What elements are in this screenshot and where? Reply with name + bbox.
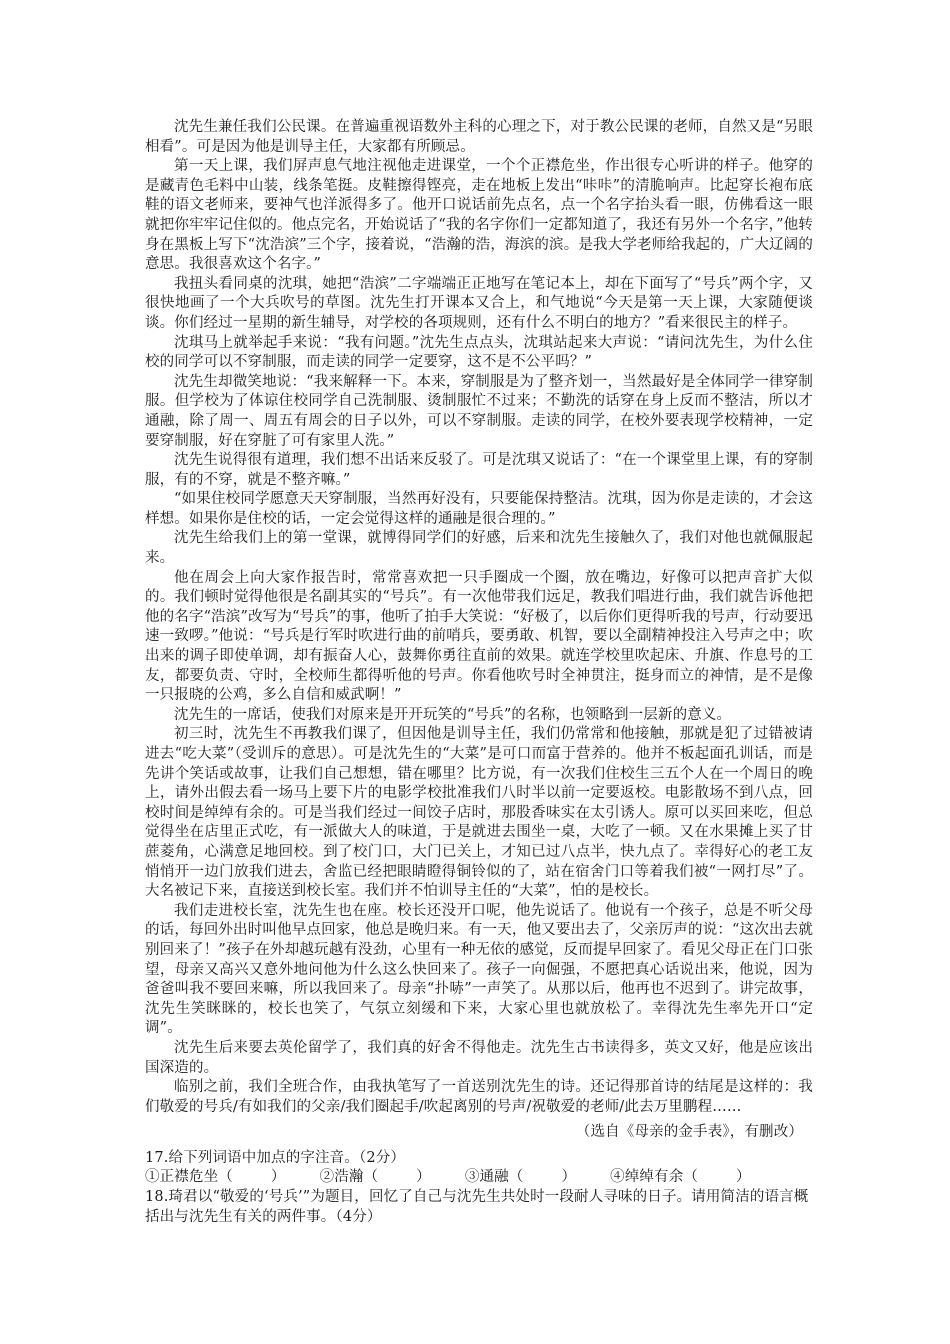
- option-3-close: ）: [561, 1169, 577, 1186]
- option-2: [320, 1168, 431, 1188]
- paragraph-4: 沈琪马上就举起手来说：“我有问题。”沈先生点点头，沈琪站起来大声说：“请问沈先生，为什么住校的同学可以不穿制服，而走读的同学一定要穿，这不是不公平吗？”: [145, 334, 813, 371]
- question-17: 17.给下列词语中加点的字注音。（2分）: [145, 1149, 406, 1166]
- option-1-label: ①正襟危坐（: [145, 1169, 233, 1186]
- source-note: （选自《母亲的金手表》，有删改）: [575, 1124, 803, 1141]
- paragraph-6: 沈先生说得很有道理，我们想不出话来反驳了。可是沈琪又说话了：“在一个课堂里上课，有的穿制服，有的不穿，就是不整齐嘛。”: [145, 452, 813, 488]
- option-1-close: ）: [270, 1169, 286, 1186]
- paragraph-7: “如果住校同学愿意天天穿制服，当然再好没有，只要能保持整洁。沈琪，因为你是走读的，才会这样想。如果你是住校的话，一定会觉得这样的通融是很合理的。”: [145, 491, 813, 527]
- paragraph-9: 他在周会上向大家作报告时，常常喜欢把一只手圈成一个圈，放在嘴边，好像可以把声音扩大似的。我们顿时觉得他很是名副其实的“号兵”。有一次他带我们远足，教我们唱进行曲，我们就告诉他把他的名字“浩滨”改写为“号兵”的事，他听了拍手大笑说：“好极了，以后你们更得听我的号声，行动要迅速一致啰。”他说：“号兵是行军时吹进行曲的前哨兵，要勇敢、机智，要以全副精神投注入号声之中；吹出来的调子即使单调，却有振奋人心，鼓舞你勇往直前的效果。就连学校里吹起床、升旗、作息号的工友，都要负责、守时，全校师生都得听他的号声。你看他吹号时全神贯注，挺身而立的神情，是不是像一只报晓的公鸡，多么自信和威武啊！”: [145, 569, 813, 704]
- paragraph-8: 沈先生给我们上的第一堂课，就博得同学们的好感，后来和沈先生接触久了，我们对他也就佩服起来。: [145, 530, 813, 567]
- paragraph-1: 沈先生兼任我们公民课。在普遍重视语数外主科的心理之下，对于教公民课的老师，自然又是“另眼相看”。可是因为他是训导主任，大家都有所顾忌。: [145, 119, 813, 155]
- option-2-close: ）: [416, 1169, 431, 1186]
- option-4-label: ④绰绰有余（: [610, 1169, 698, 1186]
- paragraph-3: 我扭头看同桌的沈琪，她把“浩滨”二字端端正正地写在笔记本上，却在下面写了“号兵”两个字，又很快地画了一个大兵吹号的草图。沈先生打开课本又合上，和气地说“今天是第一天上课，大家随便谈谈。你们经过一星期的新生辅导，对学校的各项规则，还有什么不明白的地方？”看来很民主的样子。: [145, 275, 813, 331]
- option-4-close: ）: [736, 1169, 751, 1186]
- document-page: [145, 118, 813, 1227]
- paragraph-2: 第一天上课，我们屏声息气地注视他走进课堂，一个个正襟危坐，作出很专心听讲的样子。他穿的是藏青色毛料中山装，线条笔挺。皮鞋擦得铿亮，走在地板上发出“咔咔”的清脆响声。比起穿长袍布底鞋的语文老师来，要神气也洋派得多了。他开口说话前先点名，点一个名字抬头看一眼，仿佛看这一眼就把你牢牢记住似的。他点完名，开始说话了“我的名字你们一定都知道了，我还有另外一个名字，”他转身在黑板上写下“沈浩滨”三个字，接着说，“浩瀚的浩，海滨的滨。是我大学老师给我起的，广大辽阔的意思。我很喜欢这个名字。”: [145, 158, 813, 273]
- paragraph-10: 沈先生的一席话，使我们对原来是开开玩笑的“号兵”的名称，也领略到一层新的意义。: [174, 706, 732, 723]
- paragraph-13: 沈先生后来要去英伦留学了，我们真的好舍不得他走。沈先生古书读得多，英文又好，他是应该出国深造的。: [145, 1039, 813, 1076]
- question-18: 18.琦君以“敬爱的‘号兵’”为题目，回忆了自己与沈先生共处时一段耐人寻味的日子。请用简洁的语言概括出与沈先生有关的两件事。（4分）: [145, 1189, 809, 1225]
- paragraph-12: 我们走进校长室，沈先生也在座。校长还没开口呢，他先说话了。他说有一个孩子，总是不听父母的话，每回外出时叫他早点回家，他总是晚归来。有一天，他又要出去了，父亲厉声的说：“这次出去就别回来了！”孩子在外却越玩越有没劲，心里有一种无依的感觉，反而提早回家了。看见父母正在门口张望，母亲又高兴又意外地问他为什么这么快回来了。孩子一向倔强，不愿把真心话说出来，他说，因为爸爸叫我不要回来嘛，所以我回来了。母亲“扑哧”一声笑了。从那以后，他再也不迟到了。讲完故事，沈先生笑眯眯的，校长也笑了，气氛立刻缓和下来，大家心里也就放松了。幸得沈先生率先开口“定调”。: [145, 902, 813, 1037]
- option-1: [145, 1168, 286, 1188]
- question-17-options: [145, 1168, 813, 1188]
- paragraph-14: 临别之前，我们全班合作，由我执笔写了一首送别沈先生的诗。还记得那首诗的结尾是这样的：我们敬爱的号兵/有如我们的父亲/我们圈起手/吹起离别的号声/祝敬爱的老师/此去万里鹏程……: [145, 1079, 813, 1115]
- option-2-label: ②浩瀚（: [319, 1169, 379, 1186]
- option-4: [610, 1168, 751, 1188]
- option-3: [465, 1168, 576, 1188]
- option-3-label: ③通融（: [464, 1169, 524, 1186]
- paragraph-11: 初三时，沈先生不再教我们课了，但因他是训导主任，我们仍常常和他接触，那就是犯了过错被请进去“吃大菜”（受训斥的意思）。可是沈先生的“大菜”是可口而富于营养的。他并不板起面孔训话，而是先讲个笑话或故事，让我们自己想想，错在哪里？比方说，有一次我们住校生三五个人在一个周日的晚上，请外出假去看一场马上要下片的电影学校批准我们八时半以前一定要返校。电影散场不到八点，回校时间是绰绰有余的。可是当我们经过一间饺子店时，那股香味实在太引诱人。原可以买回来吃，但总觉得坐在店里正式吃，有一派做大人的味道，于是就进去围坐一桌，大吃了一顿。又在水果摊上买了甘蔗菱角，心满意足地回校。到了校门口，大门已关上，才知已过八点半，快九点了。幸得好心的老工友悄悄开一边门放我们进去，舍监已经把眼睛瞪得铜铃似的了，站在宿舍门口等着我们被“一网打尽”了。大名被记下来，直接送到校长室。我们并不怕训导主任的“大菜”，怕的是校长。: [145, 726, 813, 900]
- paragraph-5: 沈先生却微笑地说：“我来解释一下。本来，穿制服是为了整齐划一，当然最好是全体同学一律穿制服。但学校为了体谅住校同学自己洗制服、烫制服忙不过来；不勤洗的话穿在身上反而不整洁，所以才通融，除了周一、周五有周会的日子以外，可以不穿制服。走读的同学，在校外要表现学校精神，一定要穿制服，好在穿脏了可有家里人洗。”: [145, 373, 813, 449]
